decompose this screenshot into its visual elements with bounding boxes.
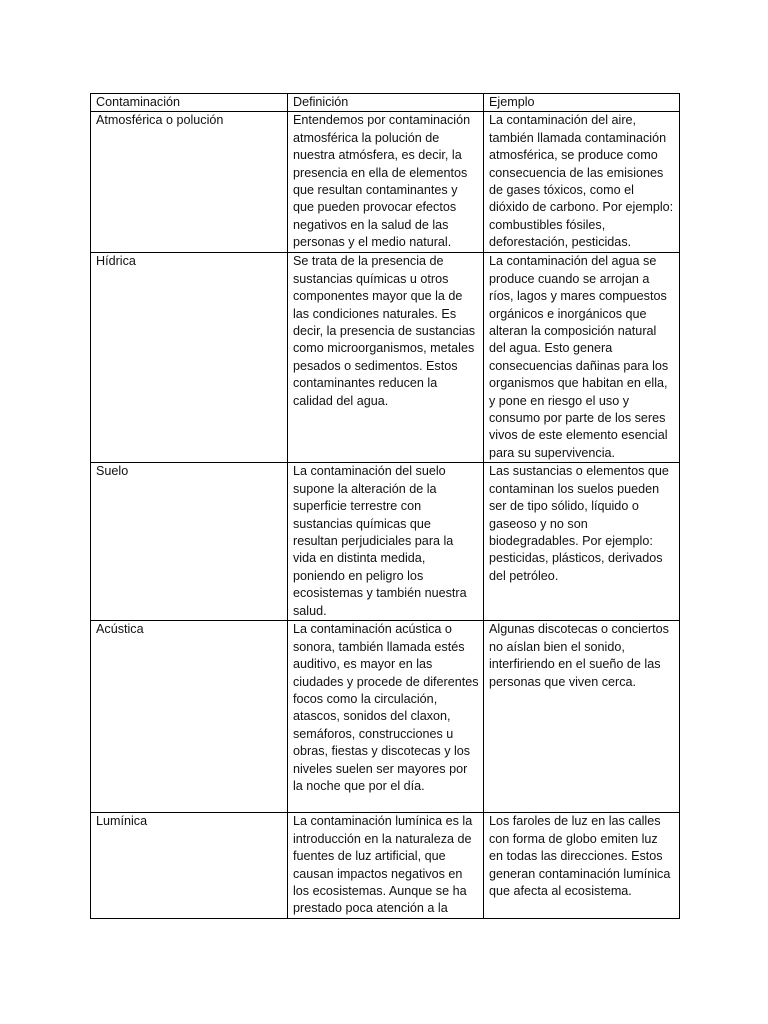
cell-definicion: Entendemos por contaminación atmosférica la polución de nuestra atmósfera, es decir, la presencia en ella de elementos que resultan contaminantes y que pueden provocar efectos negativos en la salud de las personas y el medio natural. bbox=[288, 112, 484, 253]
table-row bbox=[91, 621, 680, 813]
cell-ejemplo: La contaminación del agua se produce cuando se arrojan a ríos, lagos y mares compuestos orgánicos e inorgánicos que alteran la composición natural del agua. Esto genera consecuencias dañinas para los organismos que habitan en ella, y pone en riesgo el uso y consumo por parte de los seres vivos de este elemento esencial para su supervivencia. bbox=[484, 253, 680, 463]
cell-ejemplo: Los faroles de luz en las calles con forma de globo emiten luz en todas las direcciones. Estos generan contaminación lumínica que afecta al ecosistema. bbox=[484, 813, 680, 918]
table-row bbox=[91, 463, 680, 621]
table-row bbox=[91, 253, 680, 463]
cell-ejemplo: Algunas discotecas o conciertos no aíslan bien el sonido, interfiriendo en el sueño de las personas que viven cerca. bbox=[484, 621, 680, 813]
cell-definicion: La contaminación del suelo supone la alteración de la superficie terrestre con sustancias químicas que resultan perjudiciales para la vida en distinta medida, poniendo en peligro los ecosistemas y también nuestra salud. bbox=[288, 463, 484, 621]
cell-ejemplo: Las sustancias o elementos que contaminan los suelos pueden ser de tipo sólido, líquido o gaseoso y no son biodegradables. Por ejemplo: pesticidas, plásticos, derivados del petróleo. bbox=[484, 463, 680, 621]
table-row bbox=[91, 112, 680, 253]
header-definicion: Definición bbox=[288, 94, 484, 112]
cell-tipo: Suelo bbox=[91, 463, 288, 621]
cell-tipo: Atmosférica o polución bbox=[91, 112, 288, 253]
table-row bbox=[91, 813, 680, 918]
header-contaminacion: Contaminación bbox=[91, 94, 288, 112]
contamination-table bbox=[90, 93, 680, 919]
cell-tipo: Hídrica bbox=[91, 253, 288, 463]
cell-definicion: La contaminación lumínica es la introducción en la naturaleza de fuentes de luz artificial, que causan impactos negativos en los ecosistemas. Aunque se ha prestado poca atención a la bbox=[288, 813, 484, 918]
cell-definicion: Se trata de la presencia de sustancias químicas u otros componentes mayor que la de las condiciones naturales. Es decir, la presencia de sustancias como microorganismos, metales pesados o sedimentos. Estos contaminantes reducen la calidad del agua. bbox=[288, 253, 484, 463]
cell-definicion: La contaminación acústica o sonora, también llamada estés auditivo, es mayor en las ciudades y procede de diferentes focos como la circulación, atascos, sonidos del claxon, semáforos, construcciones u obras, fiestas y discotecas y los niveles suelen ser mayores por la noche que por el día. bbox=[288, 621, 484, 813]
cell-tipo: Acústica bbox=[91, 621, 288, 813]
cell-ejemplo: La contaminación del aire, también llamada contaminación atmosférica, se produce como consecuencia de las emisiones de gases tóxicos, como el dióxido de carbono. Por ejemplo: combustibles fósiles, deforestación, pesticidas. bbox=[484, 112, 680, 253]
cell-tipo: Lumínica bbox=[91, 813, 288, 918]
table-header-row bbox=[91, 94, 680, 112]
header-ejemplo: Ejemplo bbox=[484, 94, 680, 112]
